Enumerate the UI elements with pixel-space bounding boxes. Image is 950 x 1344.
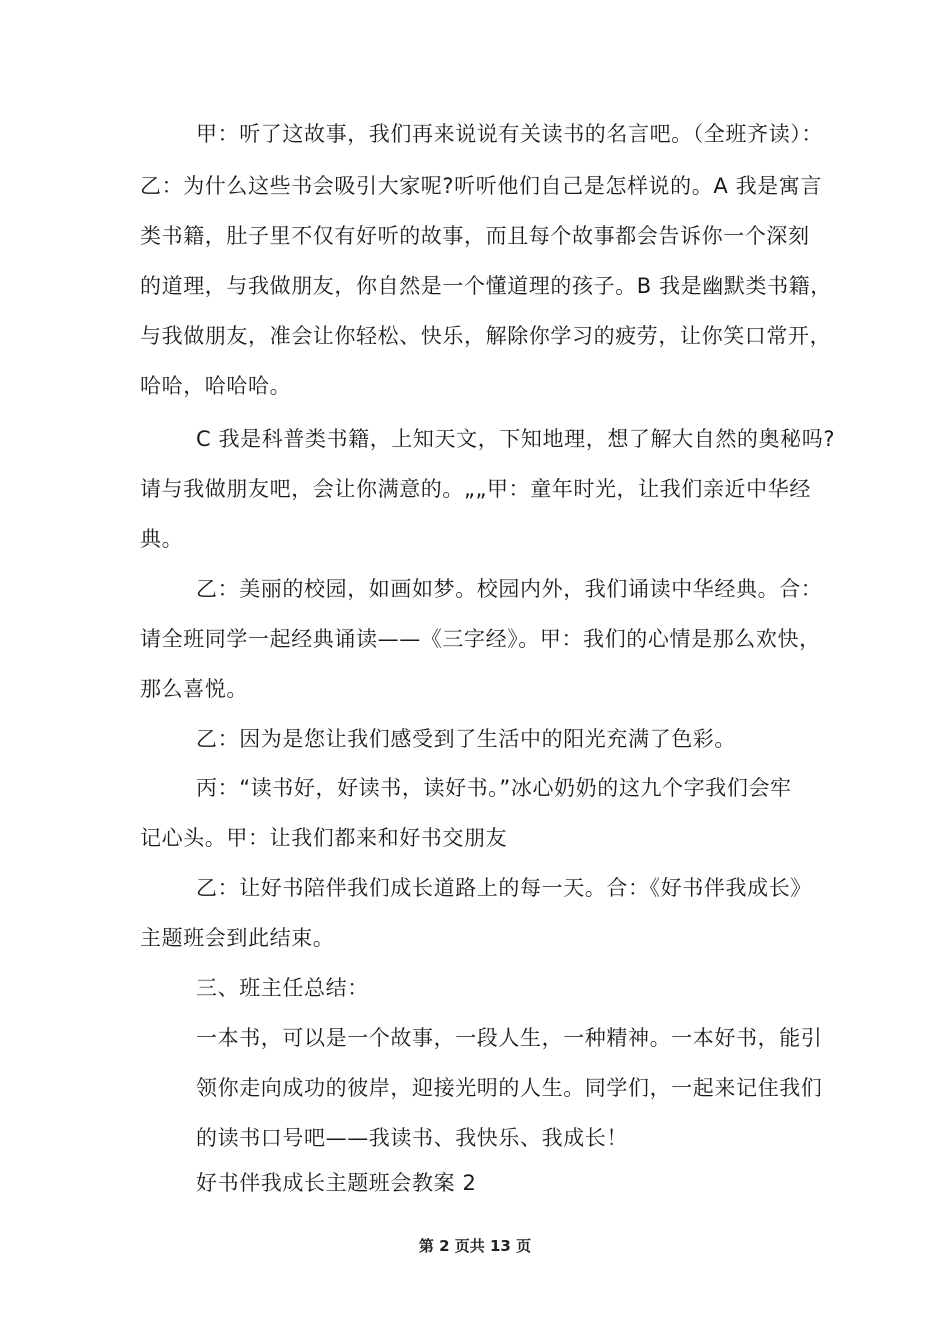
text-line-12: 那么喜悦。 <box>140 677 248 701</box>
text-line-17: 主题班会到此结束。 <box>140 926 335 950</box>
text-line-16: 乙：让好书陪伴我们成长道路上的每一天。合：《好书伴我成长》 <box>196 876 812 900</box>
text-line-10: 乙：美丽的校园，如画如梦。校园内外，我们诵读中华经典。合： <box>196 577 823 601</box>
text-line-1: 甲：听了这故事，我们再来说说有关读书的名言吧。（全班齐读）： <box>196 122 823 146</box>
text-line-13: 乙：因为是您让我们感受到了生活中的阳光充满了色彩。 <box>196 727 736 751</box>
text-line-6: 哈哈，哈哈哈。 <box>140 374 292 398</box>
text-line-4: 的道理，与我做朋友，你自然是一个懂道理的孩子。B 我是幽默类书籍， <box>140 274 832 298</box>
text-line-18: 三、班主任总结： <box>196 976 369 1000</box>
text-line-21: 的读书口号吧——我读书、我快乐、我成长！ <box>196 1126 628 1150</box>
text-line-15: 记心头。甲：让我们都来和好书交朋友 <box>140 826 508 850</box>
text-line-3: 类书籍，肚子里不仅有好听的故事，而且每个故事都会告诉你一个深刻 <box>140 224 810 248</box>
text-line-9: 典。 <box>140 527 184 551</box>
text-line-8: 请与我做朋友吧，会让你满意的。„„甲：童年时光，让我们亲近中华经 <box>140 477 811 501</box>
text-line-14: 丙：“读书好，好读书，读好书。”冰心奶奶的这九个字我们会牢 <box>196 776 792 800</box>
text-line-7: C 我是科普类书籍，上知天文，下知地理，想了解大自然的奥秘吗? <box>196 427 836 451</box>
text-line-22: 好书伴我成长主题班会教案 2 <box>196 1171 477 1195</box>
text-line-20: 领你走向成功的彼岸，迎接光明的人生。同学们，一起来记住我们 <box>196 1076 823 1100</box>
text-line-5: 与我做朋友，准会让你轻松、快乐，解除你学习的疲劳，让你笑口常开， <box>140 324 832 348</box>
text-line-19: 一本书，可以是一个故事，一段人生，一种精神。一本好书，能引 <box>196 1026 823 1050</box>
text-line-11: 请全班同学一起经典诵读——《三字经》。甲：我们的心情是那么欢快， <box>140 627 821 651</box>
page-footer: 第 2 页共 13 页 <box>418 1237 532 1255</box>
text-line-2: 乙：为什么这些书会吸引大家呢?听听他们自己是怎样说的。A 我是寓言 <box>140 174 822 198</box>
